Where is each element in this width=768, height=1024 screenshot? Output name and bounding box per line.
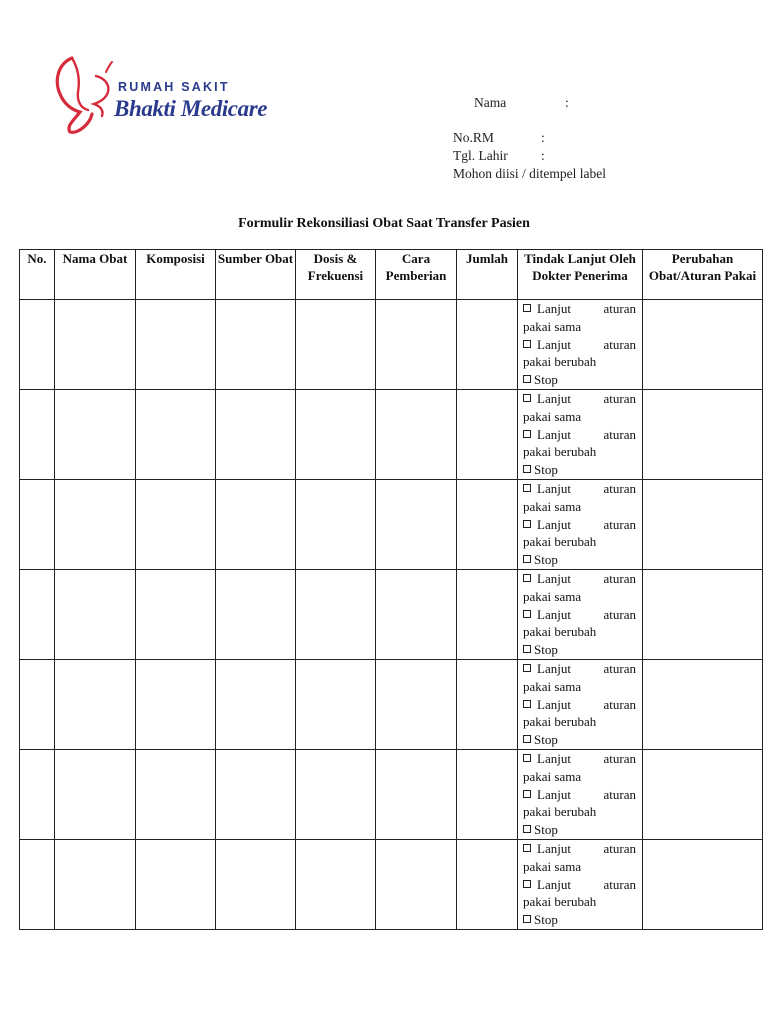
checkbox-icon[interactable]	[523, 915, 531, 923]
tgl-lahir-label: Tgl. Lahir	[453, 148, 508, 163]
cell-nama-obat[interactable]	[55, 660, 136, 750]
cell-tindak-lanjut	[518, 480, 643, 570]
option-lanjut-sama-line2: pakai sama	[523, 858, 582, 874]
option-lanjut-berubah-line1[interactable]	[523, 516, 636, 534]
table-row	[20, 750, 763, 840]
cell-cara-pemberian[interactable]	[376, 300, 457, 390]
cell-nama-obat[interactable]	[55, 390, 136, 480]
cell-dosis-frekuensi[interactable]	[296, 300, 376, 390]
cell-cara-pemberian[interactable]	[376, 660, 457, 750]
option-stop[interactable]	[523, 371, 636, 389]
form-title: Formulir Rekonsiliasi Obat Saat Transfer Pasien	[238, 216, 530, 231]
option-lanjut-berubah-word2: aturan	[603, 516, 636, 532]
option-stop[interactable]	[523, 551, 636, 569]
table-row	[20, 660, 763, 750]
cell-dosis-frekuensi[interactable]	[296, 750, 376, 840]
header-tindak-lanjut: Tindak Lanjut Oleh Dokter Penerima	[518, 250, 643, 300]
option-stop[interactable]	[523, 821, 636, 839]
option-stop[interactable]	[523, 641, 636, 659]
option-lanjut-sama-word: Lanjut	[537, 571, 571, 586]
checkbox-icon[interactable]	[523, 880, 531, 888]
reconciliation-table	[19, 249, 763, 930]
cell-sumber-obat[interactable]	[216, 570, 296, 660]
cell-nama-obat[interactable]	[55, 750, 136, 840]
norm-colon: :	[541, 130, 545, 145]
cell-sumber-obat[interactable]	[216, 840, 296, 930]
option-lanjut-sama-line2: pakai sama	[523, 318, 582, 334]
cell-jumlah[interactable]	[457, 660, 518, 750]
cell-nama-obat[interactable]	[55, 480, 136, 570]
option-lanjut-berubah-line2: pakai berubah	[523, 444, 597, 460]
header-cara-pemberian: Cara Pemberian	[376, 250, 457, 300]
cell-perubahan[interactable]	[643, 390, 763, 480]
option-lanjut-sama-line1[interactable]	[523, 300, 636, 318]
option-stop-label: Stop	[534, 462, 558, 478]
cell-sumber-obat[interactable]	[216, 390, 296, 480]
cell-perubahan[interactable]	[643, 300, 763, 390]
option-lanjut-berubah-word: Lanjut	[537, 426, 571, 442]
cell-no[interactable]	[20, 840, 55, 930]
follow-up-options	[518, 300, 642, 389]
checkbox-icon[interactable]	[523, 754, 531, 762]
option-lanjut-berubah-word2: aturan	[603, 786, 636, 802]
cell-komposisi[interactable]	[136, 570, 216, 660]
cell-dosis-frekuensi[interactable]	[296, 570, 376, 660]
table-row	[20, 480, 763, 570]
follow-up-options	[518, 660, 642, 749]
cell-tindak-lanjut	[518, 660, 643, 750]
cell-jumlah[interactable]	[457, 300, 518, 390]
option-lanjut-berubah-word: Lanjut	[537, 516, 571, 532]
option-lanjut-sama-line1[interactable]	[523, 750, 636, 768]
follow-up-options	[518, 480, 642, 569]
checkbox-icon[interactable]	[523, 645, 531, 653]
follow-up-options	[518, 750, 642, 839]
checkbox-icon[interactable]	[523, 735, 531, 743]
checkbox-icon[interactable]	[523, 825, 531, 833]
option-lanjut-berubah-line1[interactable]	[523, 606, 636, 624]
logo-text-hospital-name: Bhakti Medicare	[114, 96, 268, 121]
option-lanjut-berubah-line1[interactable]	[523, 336, 636, 354]
nama-label: Nama	[474, 95, 507, 110]
cell-no[interactable]	[20, 750, 55, 840]
checkbox-icon[interactable]	[523, 484, 531, 492]
header-komposisi: Komposisi	[136, 250, 216, 300]
option-lanjut-sama-line2: pakai sama	[523, 588, 582, 604]
cell-dosis-frekuensi[interactable]	[296, 840, 376, 930]
header-nama-obat: Nama Obat	[55, 250, 136, 300]
norm-label: No.RM	[453, 130, 494, 145]
option-lanjut-sama-line2: pakai sama	[523, 678, 582, 694]
cell-dosis-frekuensi[interactable]	[296, 390, 376, 480]
option-lanjut-berubah-word2: aturan	[603, 606, 636, 622]
table-header-row	[20, 250, 763, 300]
cell-jumlah[interactable]	[457, 390, 518, 480]
option-lanjut-berubah-word: Lanjut	[537, 876, 571, 892]
option-lanjut-sama-line1[interactable]	[523, 840, 636, 858]
option-lanjut-berubah-word: Lanjut	[537, 336, 571, 352]
checkbox-icon[interactable]	[523, 375, 531, 383]
option-lanjut-sama-word2: aturan	[603, 481, 636, 496]
cell-tindak-lanjut	[518, 840, 643, 930]
option-lanjut-berubah-word: Lanjut	[537, 606, 571, 622]
option-stop-label: Stop	[534, 552, 558, 568]
option-lanjut-berubah-word: Lanjut	[537, 696, 571, 712]
cell-tindak-lanjut	[518, 390, 643, 480]
cell-sumber-obat[interactable]	[216, 480, 296, 570]
option-lanjut-berubah-word2: aturan	[603, 876, 636, 892]
cell-komposisi[interactable]	[136, 750, 216, 840]
option-stop-label: Stop	[534, 372, 558, 388]
option-lanjut-berubah-line1[interactable]	[523, 426, 636, 444]
cell-perubahan[interactable]	[643, 750, 763, 840]
option-lanjut-sama-line2: pakai sama	[523, 498, 582, 514]
option-lanjut-berubah-line2: pakai berubah	[523, 624, 597, 640]
option-lanjut-berubah-line2: pakai berubah	[523, 804, 597, 820]
table-row	[20, 840, 763, 930]
option-lanjut-sama-word: Lanjut	[537, 841, 571, 856]
option-stop-label: Stop	[534, 642, 558, 658]
cell-tindak-lanjut	[518, 750, 643, 840]
cell-komposisi[interactable]	[136, 300, 216, 390]
option-lanjut-berubah-word2: aturan	[603, 426, 636, 442]
option-lanjut-berubah-line1[interactable]	[523, 696, 636, 714]
header-sumber-obat: Sumber Obat	[216, 250, 296, 300]
header-jumlah: Jumlah	[457, 250, 518, 300]
cell-sumber-obat[interactable]	[216, 660, 296, 750]
cell-perubahan[interactable]	[643, 570, 763, 660]
cell-no[interactable]	[20, 390, 55, 480]
cell-jumlah[interactable]	[457, 840, 518, 930]
cell-no[interactable]	[20, 480, 55, 570]
table-row	[20, 570, 763, 660]
checkbox-icon[interactable]	[523, 465, 531, 473]
checkbox-icon[interactable]	[523, 700, 531, 708]
follow-up-options	[518, 570, 642, 659]
option-stop[interactable]	[523, 461, 636, 479]
cell-sumber-obat[interactable]	[216, 300, 296, 390]
option-lanjut-berubah-line1[interactable]	[523, 876, 636, 894]
cell-no[interactable]	[20, 660, 55, 750]
cell-cara-pemberian[interactable]	[376, 390, 457, 480]
option-lanjut-sama-word: Lanjut	[537, 481, 571, 496]
option-lanjut-sama-word: Lanjut	[537, 391, 571, 406]
cell-jumlah[interactable]	[457, 480, 518, 570]
label-note: Mohon diisi / ditempel label	[453, 166, 606, 181]
follow-up-options	[518, 840, 642, 929]
option-lanjut-sama-line1[interactable]	[523, 480, 636, 498]
cell-komposisi[interactable]	[136, 480, 216, 570]
cell-dosis-frekuensi[interactable]	[296, 480, 376, 570]
option-lanjut-sama-word: Lanjut	[537, 301, 571, 316]
table-row	[20, 390, 763, 480]
option-lanjut-sama-word2: aturan	[603, 661, 636, 676]
option-lanjut-sama-line2: pakai sama	[523, 768, 582, 784]
checkbox-icon[interactable]	[523, 574, 531, 582]
checkbox-icon[interactable]	[523, 430, 531, 438]
cell-nama-obat[interactable]	[55, 840, 136, 930]
logo-text-rumah-sakit: RUMAH SAKIT	[118, 80, 230, 94]
cell-cara-pemberian[interactable]	[376, 750, 457, 840]
checkbox-icon[interactable]	[523, 790, 531, 798]
checkbox-icon[interactable]	[523, 394, 531, 402]
option-lanjut-berubah-line1[interactable]	[523, 786, 636, 804]
option-lanjut-sama-word2: aturan	[603, 301, 636, 316]
option-lanjut-sama-word2: aturan	[603, 391, 636, 406]
option-lanjut-sama-line1[interactable]	[523, 660, 636, 678]
cell-tindak-lanjut	[518, 570, 643, 660]
cell-jumlah[interactable]	[457, 750, 518, 840]
cell-no[interactable]	[20, 300, 55, 390]
checkbox-icon[interactable]	[523, 555, 531, 563]
cell-komposisi[interactable]	[136, 390, 216, 480]
cell-tindak-lanjut	[518, 300, 643, 390]
hospital-logo	[52, 50, 282, 136]
header-perubahan: Perubahan Obat/Aturan Pakai	[643, 250, 763, 300]
option-lanjut-berubah-word2: aturan	[603, 336, 636, 352]
option-lanjut-berubah-line2: pakai berubah	[523, 354, 597, 370]
follow-up-options	[518, 390, 642, 479]
cell-jumlah[interactable]	[457, 570, 518, 660]
option-lanjut-berubah-line2: pakai berubah	[523, 714, 597, 730]
cell-perubahan[interactable]	[643, 660, 763, 750]
option-lanjut-berubah-word2: aturan	[603, 696, 636, 712]
cell-dosis-frekuensi[interactable]	[296, 660, 376, 750]
option-lanjut-sama-word: Lanjut	[537, 751, 571, 766]
tgl-lahir-colon: :	[541, 148, 545, 163]
option-stop[interactable]	[523, 731, 636, 749]
option-stop-label: Stop	[534, 732, 558, 748]
cell-cara-pemberian[interactable]	[376, 840, 457, 930]
option-lanjut-berubah-line2: pakai berubah	[523, 534, 597, 550]
header-no: No.	[20, 250, 55, 300]
table-row	[20, 300, 763, 390]
cell-perubahan[interactable]	[643, 480, 763, 570]
cell-sumber-obat[interactable]	[216, 750, 296, 840]
cell-perubahan[interactable]	[643, 840, 763, 930]
option-lanjut-berubah-line2: pakai berubah	[523, 894, 597, 910]
checkbox-icon[interactable]	[523, 844, 531, 852]
nama-colon: :	[565, 95, 569, 110]
checkbox-icon[interactable]	[523, 304, 531, 312]
cell-no[interactable]	[20, 570, 55, 660]
option-lanjut-sama-word2: aturan	[603, 571, 636, 586]
cell-cara-pemberian[interactable]	[376, 480, 457, 570]
cell-cara-pemberian[interactable]	[376, 570, 457, 660]
option-lanjut-sama-line1[interactable]	[523, 570, 636, 588]
checkbox-icon[interactable]	[523, 340, 531, 348]
checkbox-icon[interactable]	[523, 610, 531, 618]
option-stop[interactable]	[523, 911, 636, 929]
option-stop-label: Stop	[534, 912, 558, 928]
option-lanjut-sama-line1[interactable]	[523, 390, 636, 408]
option-lanjut-sama-word2: aturan	[603, 751, 636, 766]
option-stop-label: Stop	[534, 822, 558, 838]
header-dosis-frekuensi: Dosis & Frekuensi	[296, 250, 376, 300]
butterfly-icon	[52, 50, 122, 136]
option-lanjut-sama-line2: pakai sama	[523, 408, 582, 424]
option-lanjut-sama-word: Lanjut	[537, 661, 571, 676]
cell-komposisi[interactable]	[136, 840, 216, 930]
option-lanjut-berubah-word: Lanjut	[537, 786, 571, 802]
checkbox-icon[interactable]	[523, 664, 531, 672]
cell-nama-obat[interactable]	[55, 570, 136, 660]
option-lanjut-sama-word2: aturan	[603, 841, 636, 856]
cell-nama-obat[interactable]	[55, 300, 136, 390]
cell-komposisi[interactable]	[136, 660, 216, 750]
checkbox-icon[interactable]	[523, 520, 531, 528]
